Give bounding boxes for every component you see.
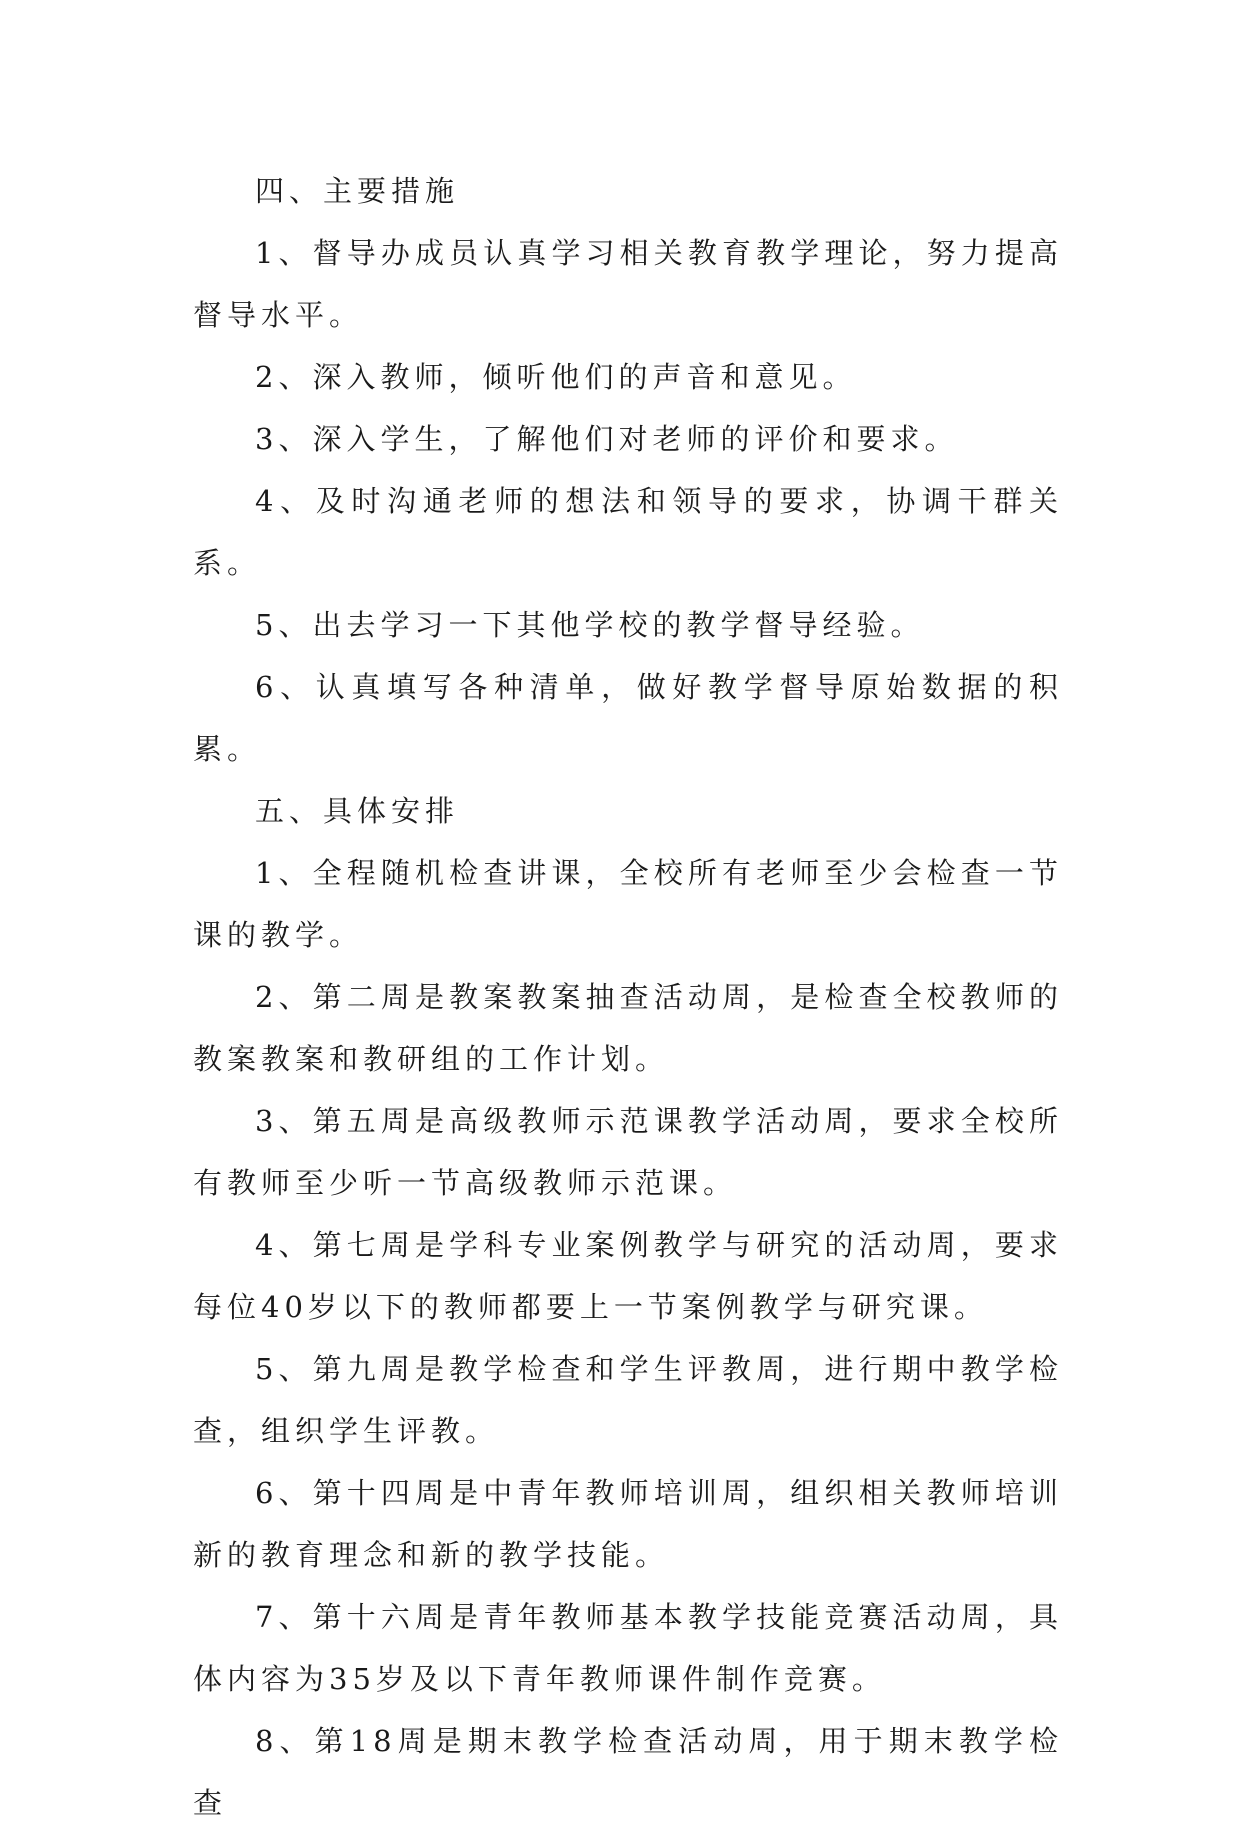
measure-item-1: 1、督导办成员认真学习相关教育教学理论，努力提高督导水平。 <box>193 236 1063 332</box>
arrangement-item-3: 3、第五周是高级教师示范课教学活动周，要求全校所有教师至少听一节高级教师示范课。 <box>193 1104 1063 1200</box>
arrangement-item-6: 6、第十四周是中青年教师培训周，组织相关教师培训新的教育理念和新的教学技能。 <box>193 1476 1063 1572</box>
arrangement-item-7: 7、第十六周是青年教师基本教学技能竞赛活动周，具体内容为35岁及以下青年教师课件制作竞赛。 <box>193 1600 1063 1696</box>
measure-item-6: 6、认真填写各种清单，做好教学督导原始数据的积累。 <box>193 670 1063 766</box>
document-body <box>193 160 1063 1834</box>
measure-item-2: 2、深入教师，倾听他们的声音和意见。 <box>255 360 857 394</box>
arrangement-item-8: 8、第18周是期末教学检查活动周，用于期末教学检查 <box>193 1724 1063 1820</box>
arrangement-item-2: 2、第二周是教案教案抽查活动周，是检查全校教师的教案教案和教研组的工作计划。 <box>193 980 1063 1076</box>
measure-item-5: 5、出去学习一下其他学校的教学督导经验。 <box>255 608 925 642</box>
arrangement-item-5: 5、第九周是教学检查和学生评教周，进行期中教学检查，组织学生评教。 <box>193 1352 1063 1448</box>
arrangement-item-4: 4、第七周是学科专业案例教学与研究的活动周，要求每位40岁以下的教师都要上一节案例教学与研究课。 <box>193 1228 1063 1324</box>
measure-item-3: 3、深入学生，了解他们对老师的评价和要求。 <box>255 422 959 456</box>
section-heading-arrangement: 五、具体安排 <box>255 794 460 828</box>
arrangement-item-1: 1、全程随机检查讲课，全校所有老师至少会检查一节课的教学。 <box>193 856 1063 952</box>
section-heading-measures: 四、主要措施 <box>255 174 460 208</box>
measure-item-4: 4、及时沟通老师的想法和领导的要求，协调干群关系。 <box>193 484 1063 580</box>
